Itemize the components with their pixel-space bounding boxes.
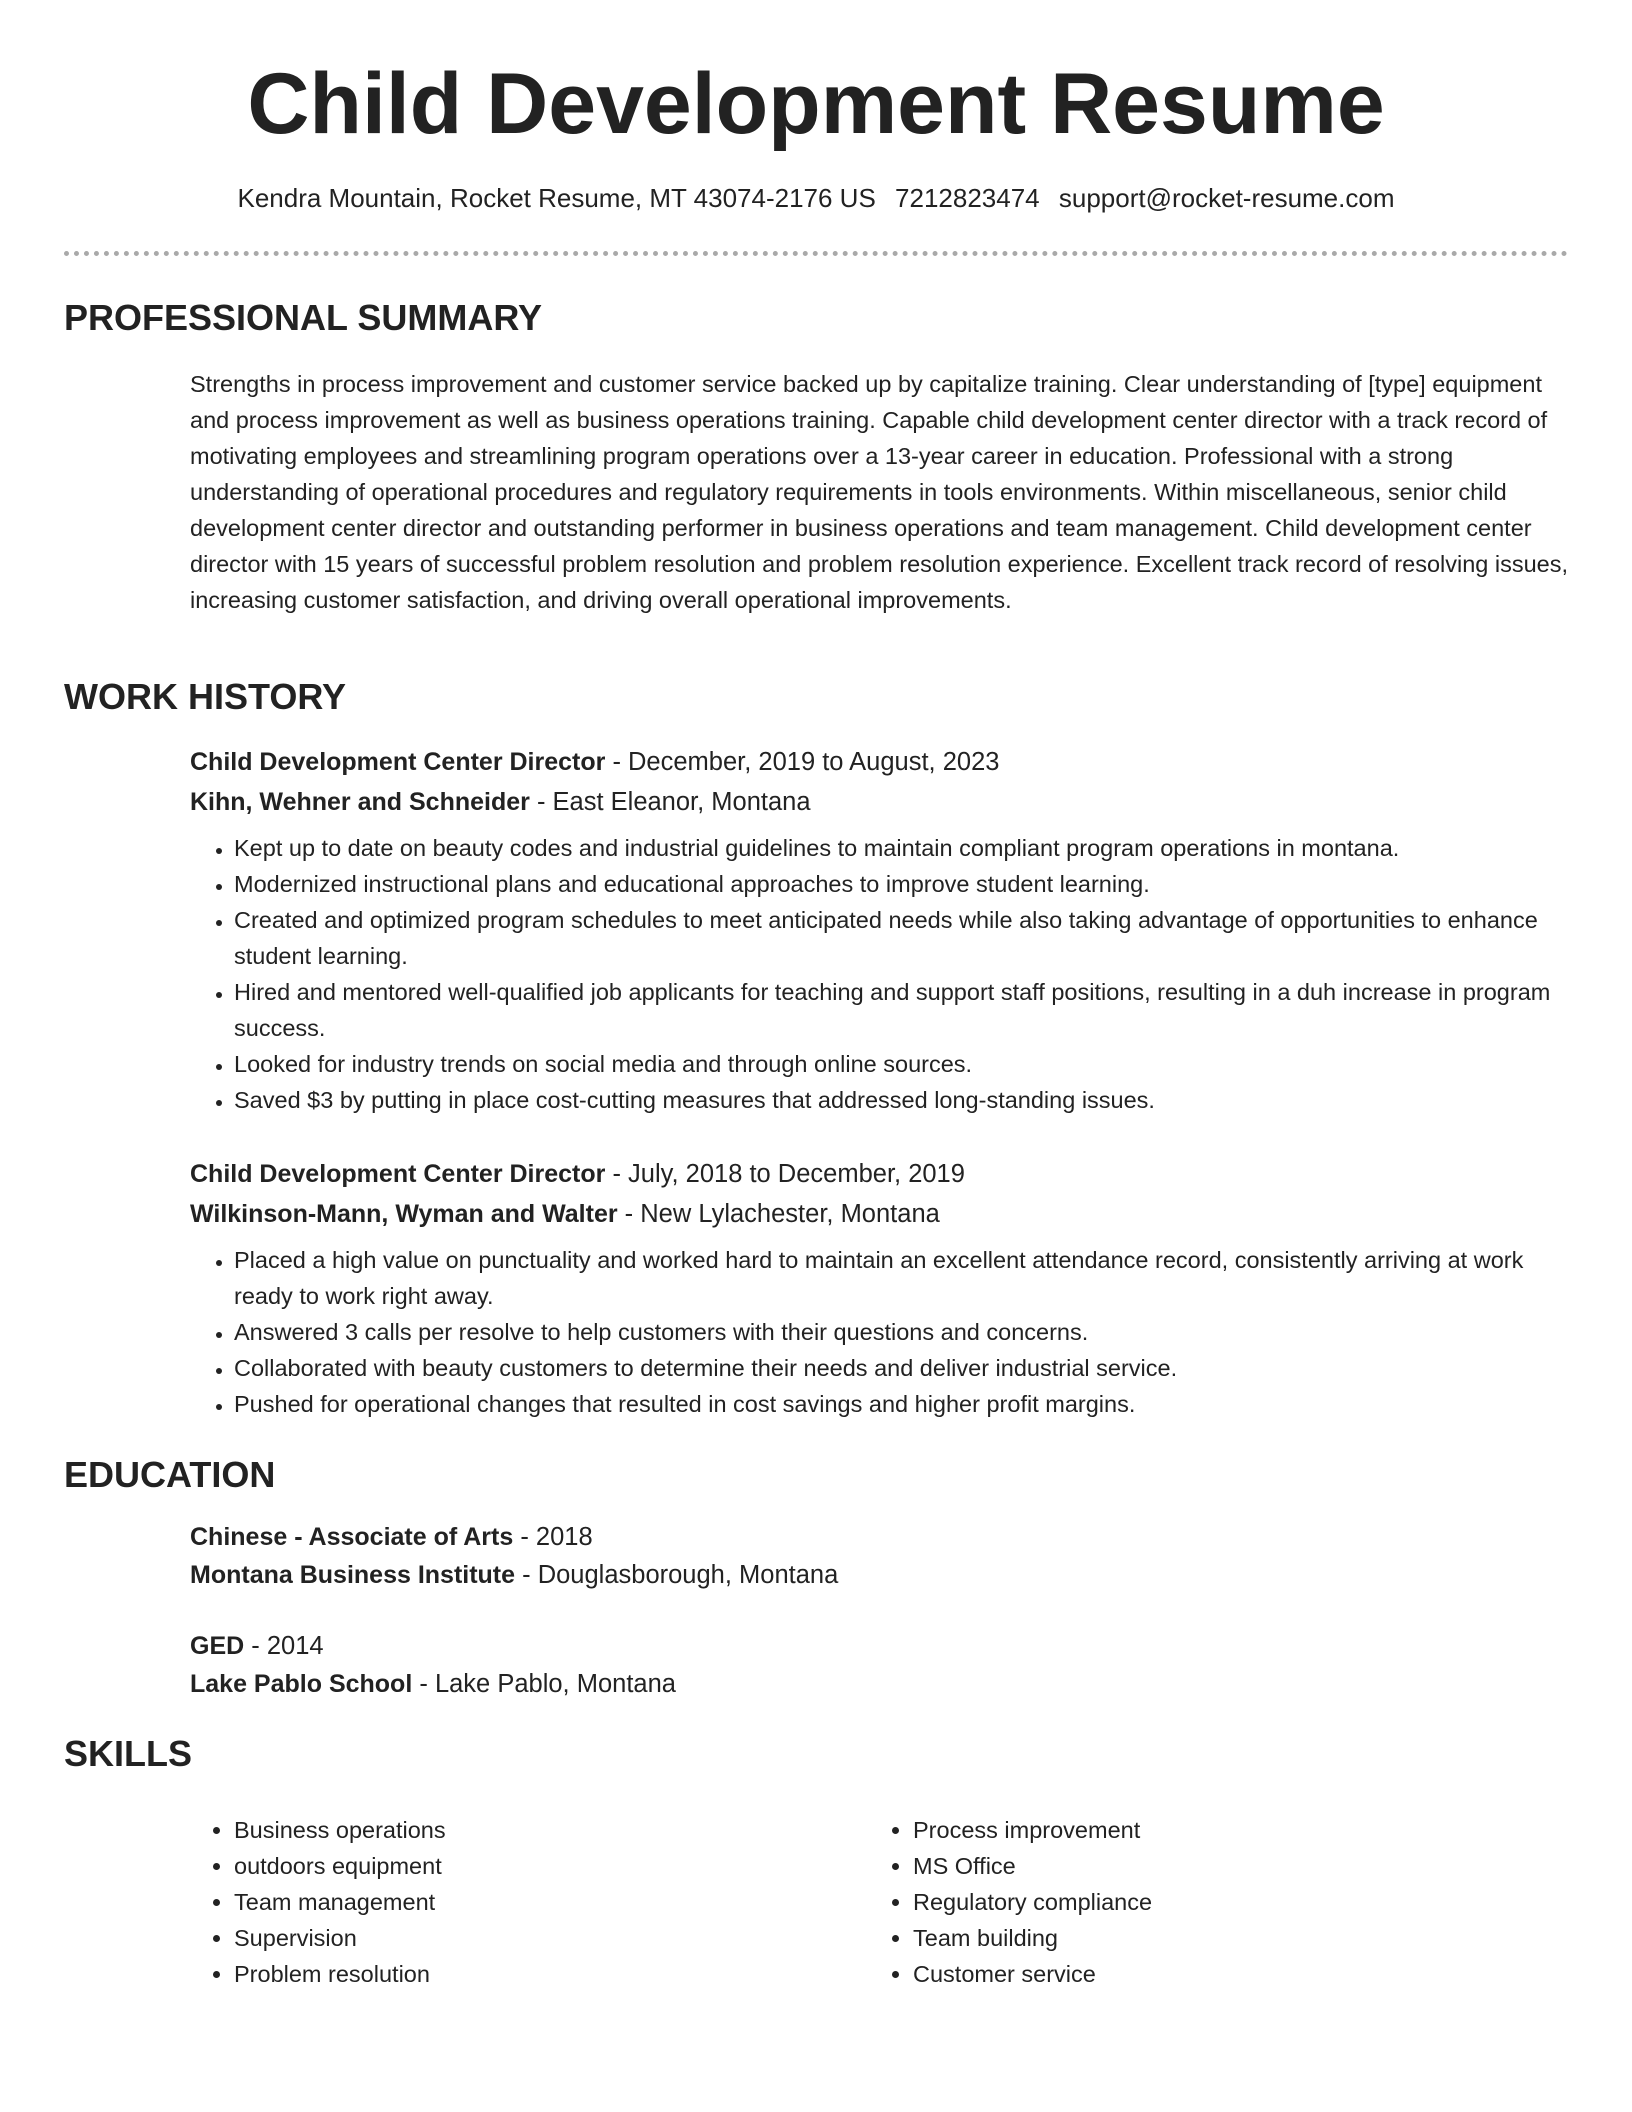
skill-item: • Business operations (234, 1812, 869, 1848)
edu-year: - 2014 (244, 1632, 324, 1660)
job-bullet: • Created and optimized program schedules to meet anticipated needs while also taking advantage of opportunities to enhance student learning. (234, 902, 1570, 974)
education-entry (190, 1627, 1570, 1703)
job-company-line (190, 1194, 1570, 1234)
job-company: Wilkinson-Mann, Wyman and Walter (190, 1200, 618, 1228)
summary-text: Strengths in process improvement and customer service backed up by capitalize training. Clear understanding of [type] equipment and process improvement as well as business operations training. Capable child development center director with a track record of motivating employees and streamlining program operations over a 13-year career in education. Professional with a strong understanding of operational procedures and regulatory requirements in tools environments. Within miscellaneous, senior child development center director and outstanding performer in business operations and team management. Child development center director with 15 years of successful problem resolution and problem resolution experience. Excellent track record of resolving issues, increasing customer satisfaction, and driving overall operational improvements. (190, 371, 1569, 613)
contact-address: Kendra Mountain, Rocket Resume, MT 43074-2176 US (237, 183, 876, 213)
contact-email: support@rocket-resume.com (1058, 183, 1395, 213)
job-dates: - December, 2019 to August, 2023 (605, 748, 1000, 776)
skills-list (190, 1812, 1570, 1992)
job-bullet: • Collaborated with beauty customers to determine their needs and deliver industrial service. (234, 1350, 1570, 1386)
job-location: - New Lylachester, Montana (617, 1200, 940, 1228)
job-entry (190, 742, 1570, 1118)
job-bullet: • Pushed for operational changes that resulted in cost savings and higher profit margins. (234, 1386, 1570, 1422)
job-title: Child Development Center Director (190, 1160, 606, 1188)
resume-title: Child Development Resume (247, 56, 1385, 152)
job-title: Child Development Center Director (190, 748, 606, 776)
skill-item: • MS Office (913, 1848, 1548, 1884)
skill-item: • Team management (234, 1884, 869, 1920)
job-title-line (190, 742, 1570, 782)
skill-item: • Regulatory compliance (913, 1884, 1548, 1920)
job-bullet: • Hired and mentored well-qualified job applicants for teaching and support staff positions, resulting in a duh increase in program success. (234, 974, 1570, 1046)
job-bullets (190, 1242, 1570, 1422)
job-bullet: • Saved $3 by putting in place cost-cutting measures that addressed long-standing issues. (234, 1082, 1570, 1118)
skill-item: • Problem resolution (234, 1956, 869, 1992)
skill-item: • outdoors equipment (234, 1848, 869, 1884)
skill-item: • Team building (913, 1920, 1548, 1956)
section-heading-work: WORK HISTORY (64, 676, 347, 717)
skill-item: • Supervision (234, 1920, 869, 1956)
skills-column-left (190, 1812, 869, 1992)
job-company: Kihn, Wehner and Schneider (190, 788, 530, 816)
edu-school: Lake Pablo School (190, 1670, 413, 1698)
contact-phone: 7212823474 (895, 183, 1040, 213)
job-bullets (190, 830, 1570, 1118)
edu-location: - Lake Pablo, Montana (412, 1670, 676, 1698)
job-location: - East Eleanor, Montana (529, 788, 811, 816)
job-bullet: • Placed a high value on punctuality and worked hard to maintain an excellent attendance record, consistently arriving at work ready to work right away. (234, 1242, 1570, 1314)
edu-degree: Chinese - Associate of Arts (190, 1523, 514, 1551)
edu-school-line (190, 1556, 1570, 1594)
edu-degree: GED (190, 1632, 245, 1660)
edu-degree-line (190, 1518, 1570, 1556)
edu-degree-line (190, 1627, 1570, 1665)
edu-school-line (190, 1665, 1570, 1703)
job-bullet: • Answered 3 calls per resolve to help customers with their questions and concerns. (234, 1314, 1570, 1350)
job-bullet: • Looked for industry trends on social media and through online sources. (234, 1046, 1570, 1082)
job-entry (190, 1154, 1570, 1422)
job-company-line (190, 782, 1570, 822)
section-heading-education: EDUCATION (64, 1454, 276, 1495)
job-bullet: • Modernized instructional plans and educational approaches to improve student learning. (234, 866, 1570, 902)
edu-location: - Douglasborough, Montana (515, 1561, 839, 1589)
section-heading-summary: PROFESSIONAL SUMMARY (64, 297, 543, 338)
job-dates: - July, 2018 to December, 2019 (605, 1160, 965, 1188)
job-title-line (190, 1154, 1570, 1194)
edu-year: - 2018 (513, 1523, 593, 1551)
education-entry (190, 1518, 1570, 1594)
skill-item: • Customer service (913, 1956, 1548, 1992)
section-heading-skills: SKILLS (64, 1733, 193, 1774)
contact-line (0, 180, 1632, 216)
job-bullet: • Kept up to date on beauty codes and industrial guidelines to maintain compliant program operations in montana. (234, 830, 1570, 866)
edu-school: Montana Business Institute (190, 1561, 516, 1589)
header-divider (64, 251, 1568, 256)
skills-column-right (869, 1812, 1548, 1992)
skill-item: • Process improvement (913, 1812, 1548, 1848)
